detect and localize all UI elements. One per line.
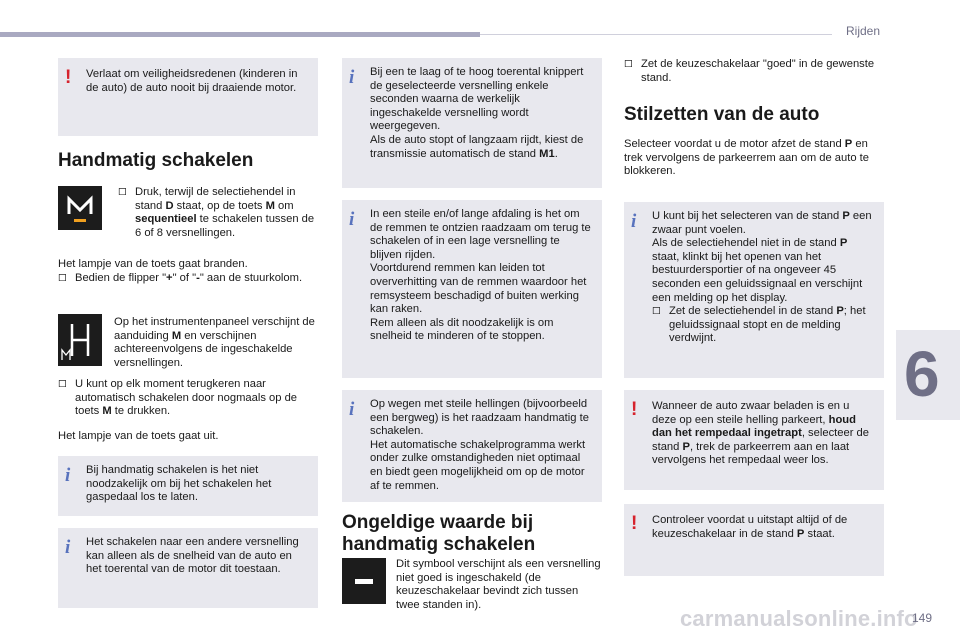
m-button-icon bbox=[58, 186, 102, 230]
step-return-auto: □ □ U kunt op elk moment terugkeren naar automatisch schakelen door nogmaals op de toets M te drukken. bbox=[58, 378, 318, 419]
info-icon: i bbox=[65, 465, 71, 486]
warning-icon: ! bbox=[631, 513, 638, 534]
invalid-gear-icon bbox=[342, 558, 386, 604]
page-number: 149 bbox=[912, 611, 933, 625]
info-slope-text: In een steile en/of lange afdaling is het om de remmen te ontzien raadzaam om terug te schakelen of in een lage versnelling te blijven rijden. Voortdurend remmen kan leiden tot oververhitting van de remmen waardoor het remsysteem beschadigd of buiten werking kan raken. Rem alleen als dit noodzakelijk is om snelheid te minderen of te stoppen. bbox=[370, 208, 591, 343]
info-throttle bbox=[58, 456, 318, 516]
info-icon: i bbox=[631, 211, 637, 232]
dash-icon bbox=[342, 558, 386, 604]
panel-text: Op het instrumentenpaneel verschijnt de aanduiding M en verschijnen achtereenvolgens de ingeschakelde versnellingen. bbox=[114, 316, 315, 369]
lamp-off-text: Het lampje van de toets gaat uit. bbox=[58, 430, 219, 442]
warning-safety bbox=[58, 58, 318, 136]
heading-manual-shift: Handmatig schakelen bbox=[58, 150, 254, 171]
warning-safety-text: Verlaat om veiligheidsredenen (kinderen in de auto) de auto nooit bij draaiende motor. bbox=[86, 68, 298, 94]
info-hill-text: Op wegen met steile hellingen (bijvoorbeeld een bergweg) is het raadzaam handmatig te schakelen. Het automatische schakelprogramma werkt onder zulke omstandigheden niet optimaal en biedt geen mogelijkheid om op de motor af te remmen. bbox=[370, 398, 589, 492]
info-speed-text: Het schakelen naar een andere versnelling kan alleen als de snelheid van de auto en het toerental van de motor dit toestaan. bbox=[86, 536, 299, 576]
info-rpm-text: Bij een te laag of te hoog toerental knippert de geselecteerde versnelling enkele seconden waarna de werkelijk ingeschakelde versnelling wordt weergegeven. Als de auto stopt of langzaam rijdt, kiest de transmissie automatisch de stand M1. bbox=[370, 66, 584, 160]
gear-display-icon bbox=[58, 314, 102, 366]
info-speed bbox=[58, 528, 318, 608]
info-park-position bbox=[624, 202, 884, 378]
lamp-on-text: Het lampje van de toets gaat branden. □ □ Bedien de flipper "+" of "-" aan de stuurkolom. bbox=[58, 258, 318, 285]
heading-invalid-value: Ongeldige waarde bij handmatig schakelen bbox=[342, 512, 536, 555]
bullet-icon: □ □ bbox=[58, 272, 67, 283]
bullet-icon: □ □ bbox=[118, 187, 127, 197]
warning-load-text: Wanneer de auto zwaar beladen is en u deze op een steile helling parkeert, houd dan het rempedaal ingetrapt, selecteer de stand P, trek de parkeerrem aan en laat vervolgens het rempedaal weer los. bbox=[652, 400, 869, 467]
info-throttle-text: Bij handmatig schakelen is het niet noodzakelijk om bij het schakelen het gaspedaal los te laten. bbox=[86, 464, 272, 504]
footer-watermark: carmanualsonline.info bbox=[680, 606, 918, 631]
chapter-number: 6 bbox=[904, 338, 940, 410]
info-icon: i bbox=[349, 67, 355, 88]
header-bar bbox=[0, 32, 480, 37]
warning-check-park bbox=[624, 504, 884, 576]
warning-icon: ! bbox=[65, 67, 72, 88]
warning-icon: ! bbox=[631, 399, 638, 420]
warning-check-text: Controleer voordat u uitstapt altijd of de keuzeschakelaar in de stand P staat. bbox=[652, 514, 848, 540]
gear-digit-icon bbox=[58, 314, 102, 366]
info-icon: i bbox=[65, 537, 71, 558]
m-letter-icon bbox=[58, 186, 102, 230]
section-label: Rijden bbox=[846, 24, 881, 38]
bullet-icon: □ □ bbox=[624, 59, 633, 69]
step-flipper: □ □ Bedien de flipper "+" of "-" aan de stuurkolom. bbox=[58, 272, 318, 286]
info-icon: i bbox=[349, 399, 355, 420]
info-icon: i bbox=[349, 209, 355, 230]
info-park-text: U kunt bij het selecteren van de stand P een zwaar punt voelen. Als de selectiehendel niet in de stand P staat, klinkt bij het openen van het bestuurdersportier of na ongeveer 45 seconden een geluidssignaal en verschijnt een melding op het display. □ □ Zet de selectiehendel in de stand P; het geluidssignaal stopt en de melding verdwijnt. bbox=[652, 210, 874, 346]
info-hill bbox=[342, 390, 602, 502]
step-select-manual: □ □ Druk, terwijl de selectiehendel in stand D staat, op de toets M om sequentieel te schakelen tussen de 6 of 8 versnellingen. bbox=[118, 186, 318, 240]
heading-stop-vehicle: Stilzetten van de auto bbox=[624, 104, 820, 125]
warning-heavy-load bbox=[624, 390, 884, 490]
info-rpm bbox=[342, 58, 602, 188]
info-slope bbox=[342, 200, 602, 378]
invalid-text: Dit symbool verschijnt als een versnelling niet goed is ingeschakeld (de keuzeschakelaar bevindt zich tussen twee standen in). bbox=[396, 558, 601, 611]
header-rule bbox=[480, 34, 832, 35]
step-good-position: □ □ Zet de keuzeschakelaar "goed" in de gewenste stand. bbox=[624, 58, 884, 85]
stop-text: Selecteer voordat u de motor afzet de stand P en trek vervolgens de parkeerrem aan om de auto te blokkeren. bbox=[624, 138, 870, 178]
bullet-icon: □ □ bbox=[58, 379, 67, 389]
bullet-icon: □ □ bbox=[652, 306, 661, 317]
